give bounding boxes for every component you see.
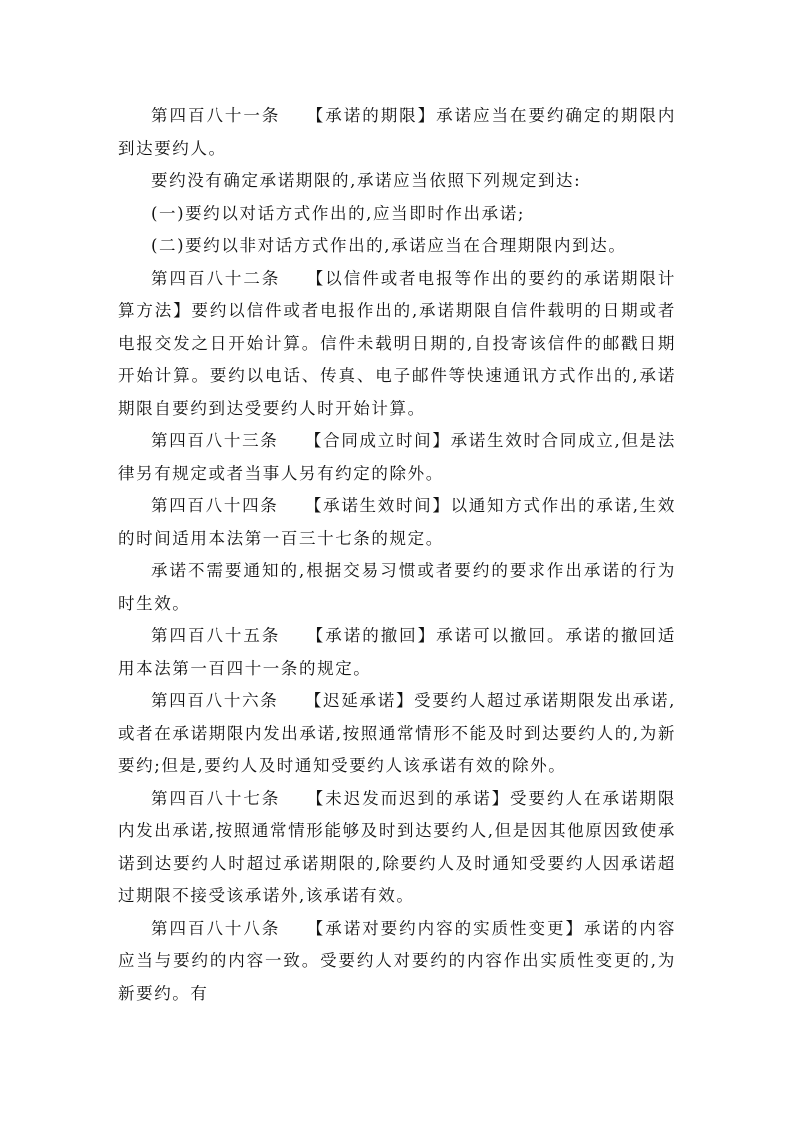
article-485 (118, 620, 676, 685)
article-486 (118, 685, 676, 783)
article-488 (118, 913, 676, 1011)
article-481-item-2 (118, 230, 676, 263)
article-text: 【承诺的撤回】承诺可以撤回。承诺的撤回适用本法第一百四十一条的规定。 (118, 626, 677, 678)
article-text: 【承诺的期限】承诺应当在要约确定的期限内到达要约人。 (118, 106, 677, 158)
article-text: 【承诺生效时间】以通知方式作出的承诺,生效的时间适用本法第一百三十七条的规定。 (118, 496, 676, 548)
article-number: 第四百八十二条 (151, 268, 281, 288)
article-text: 【迟延承诺】受要约人超过承诺期限发出承诺,或者在承诺期限内发出承诺,按照通常情形不能及时到达要约人的,为新要约;但是,要约人及时通知受要约人该承诺有效的除外。 (118, 691, 676, 775)
article-number: 第四百八十六条 (151, 691, 279, 710)
paragraph-text: (一)要约以对话方式作出的,应当即时作出承诺; (151, 203, 525, 223)
article-484 (118, 490, 676, 555)
article-text: 【未迟发而迟到的承诺】受要约人在承诺期限内发出承诺,按照通常情形能够及时到达要约人,但是因其他原因致使承诺到达要约人时超过承诺期限的,除要约人及时通知受要约人因承诺超过期限不接受该承诺外,该承诺有效。 (118, 788, 677, 905)
article-487 (118, 783, 676, 913)
paragraph-text: 要约没有确定承诺期限的,承诺应当依照下列规定到达: (151, 171, 582, 190)
article-484-para-2 (118, 555, 676, 620)
article-483 (118, 425, 676, 490)
article-482 (118, 263, 676, 426)
article-number: 第四百八十八条 (151, 918, 281, 938)
article-number: 第四百八十三条 (151, 431, 279, 450)
paragraph-text: 承诺不需要通知的,根据交易习惯或者要约的要求作出承诺的行为时生效。 (118, 561, 676, 613)
article-text: 【以信件或者电报等作出的要约的承诺期限计算方法】要约以信件或者电报作出的,承诺期限自信件载明的日期或者电报交发之日开始计算。信件未载明日期的,自投寄该信件的邮戳日期开始计算。要约以电话、传真、电子邮件等快速通讯方式作出的,承诺期限自要约到达受要约人时开始计算。 (118, 268, 677, 418)
article-number: 第四百八十四条 (151, 496, 279, 515)
article-481 (118, 100, 676, 165)
article-number: 第四百八十五条 (151, 626, 281, 645)
document-body (118, 100, 676, 1010)
article-number: 第四百八十七条 (151, 788, 281, 808)
article-text: 【合同成立时间】承诺生效时合同成立,但是法律另有规定或者当事人另有约定的除外。 (118, 431, 676, 483)
paragraph-text: (二)要约以非对话方式作出的,承诺应当在合理期限内到达。 (151, 236, 627, 255)
article-number: 第四百八十一条 (151, 106, 281, 125)
article-481-para-2 (118, 165, 676, 198)
article-481-item-1 (118, 198, 676, 231)
article-text: 【承诺对要约内容的实质性变更】承诺的内容应当与要约的内容一致。受要约人对要约的内容作出实质性变更的,为新要约。有 (118, 918, 677, 1003)
